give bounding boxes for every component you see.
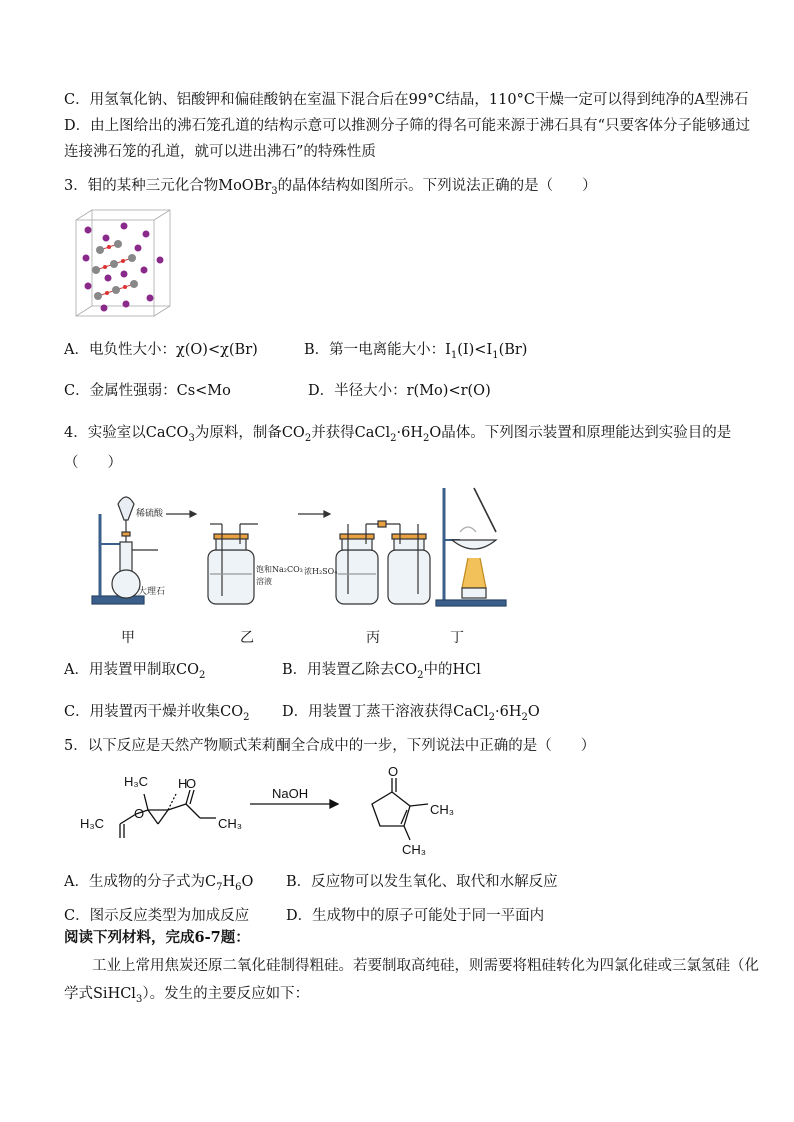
q3-option-c: C．金属性强弱：Cs<Mo	[64, 383, 231, 399]
label-product-o: O	[388, 764, 399, 779]
section-title: 阅读下列材料，完成6-7题：	[64, 929, 250, 946]
label-solution: 溶液	[256, 577, 272, 586]
q3-option-a: A．电负性大小：χ(O)<χ(Br)	[64, 342, 258, 358]
label-product-ch3-right: CH₃	[430, 802, 455, 817]
label-ch3: CH₃	[218, 816, 243, 831]
q4-stem: 4．实验室以CaCO$_3$为原料，制备$CO_2$并获得$CaCl_2\cdot 6H_2O$晶体。下列图示装置和原理能达到实验目的是	[64, 425, 732, 444]
label-h: H	[178, 776, 188, 791]
q2-option-c: C．用氢氧化钠、铝酸钾和偏硅酸钠在室温下混合后在99°C结晶，110°C干燥一定可以得到纯净的A型沸石	[64, 92, 749, 108]
caption-bing: 丙	[366, 630, 380, 646]
q3-option-d: D．半径大小：r(Mo)<r(O)	[308, 383, 491, 399]
caption-yi: 乙	[240, 630, 254, 646]
q4-option-c: C．用装置丙干燥并收集$CO_2$	[64, 704, 250, 723]
q2-option-d-line1: D．由上图给出的沸石笼孔道的结构示意可以推测分子筛的得名可能来源于沸石具有“只要客体分子能够通过	[64, 118, 751, 134]
label-h3c-top: H₃C	[124, 774, 149, 789]
label-o-ester: O	[134, 806, 145, 821]
caption-ding: 丁	[450, 630, 464, 646]
reaction-scheme	[76, 764, 476, 860]
label-dilute-acid: 稀硫酸	[136, 509, 164, 519]
q5-option-a: A．生成物的分子式为$C_7H_6O$	[64, 874, 254, 893]
label-product-ch3-bottom: CH₃	[402, 842, 427, 857]
q5-option-c: C．图示反应类型为加成反应	[64, 908, 250, 924]
q5-option-b: B．反应物可以发生氧化、取代和水解反应	[286, 874, 558, 890]
label-h3c: H₃C	[80, 816, 105, 831]
apparatus-figure	[90, 484, 510, 614]
q4-option-a: A．用装置甲制取$CO_2$	[64, 662, 206, 681]
caption-jia: 甲	[121, 630, 135, 646]
q4-option-d: D．用装置丁蒸干溶液获得$CaCl_2\cdot 6H_2O$	[282, 704, 540, 723]
label-na2co3: 饱和Na₂CO₃	[256, 565, 303, 574]
crystal-structure-figure	[74, 208, 174, 330]
label-o-ketone: O	[186, 776, 197, 791]
q3-stem: 3．钼的某种三元化合物MoOBr$_3$的晶体结构如图所示。下列说法正确的是（ ）	[64, 178, 597, 197]
section-paragraph-line1: 工业上常用焦炭还原二氧化硅制得粗硅。若要制取高纯硅，则需要将粗硅转化为四氯化硅或三氯氢硅（化	[92, 958, 759, 974]
label-conc-h2so4: 浓H₂SO₄	[304, 567, 338, 576]
q2-option-d-line2: 连接沸石笼的孔道，就可以进出沸石”的特殊性质	[64, 144, 376, 160]
q4-option-b: B．用装置乙除去$CO_2$中的HCl	[282, 662, 481, 681]
q3-option-b: B．第一电离能大小：$I_1(I)<I_1(Br)$	[304, 342, 528, 361]
q5-stem: 5．以下反应是天然产物顺式茉莉酮全合成中的一步，下列说法中正确的是（ ）	[64, 738, 596, 754]
reagent-naoh: NaOH	[272, 786, 309, 801]
q5-option-d: D．生成物中的原子可能处于同一平面内	[286, 908, 545, 924]
section-paragraph-line2: 学式SiHCl$_3$）。发生的主要反应如下：	[64, 986, 310, 1005]
label-marble: 大理石	[138, 587, 166, 597]
q4-answer-paren: （ ）	[64, 455, 122, 471]
